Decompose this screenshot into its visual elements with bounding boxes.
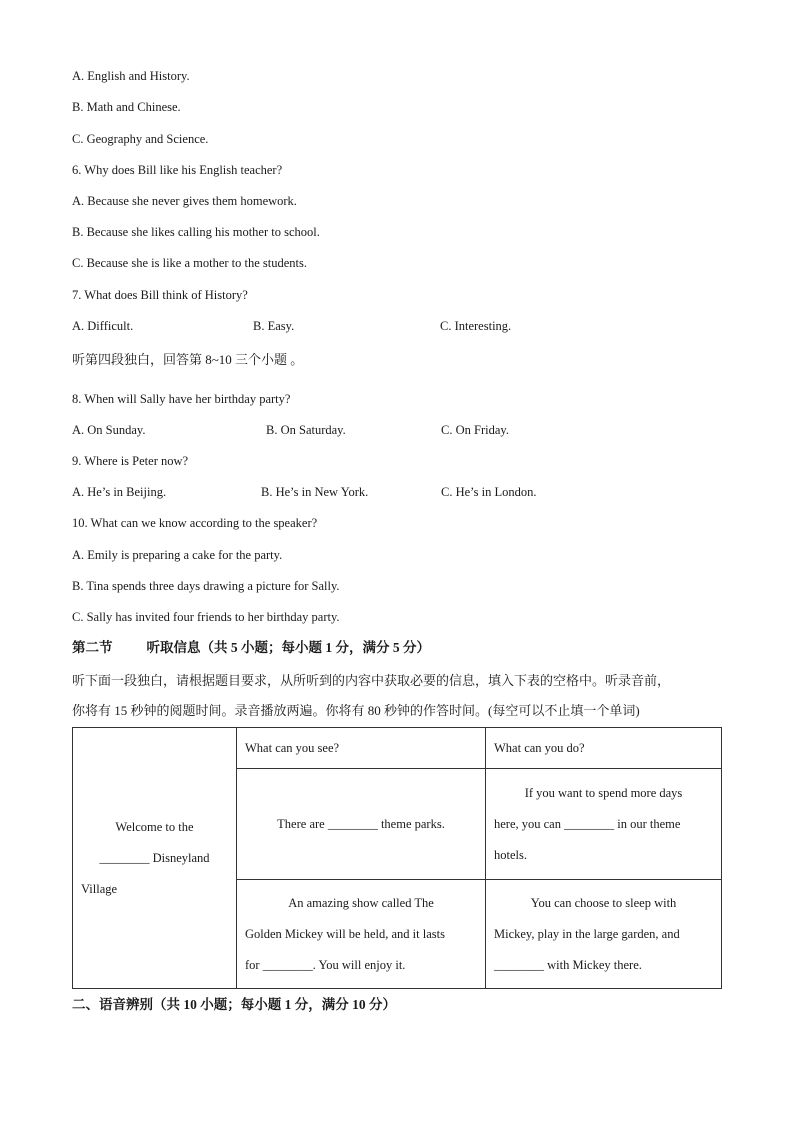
part3-heading: 二、语音辨别（共 10 小题；每小题 1 分，满分 10 分）	[72, 997, 396, 1012]
q8-question: 8. When will Sally have her birthday party?	[72, 392, 291, 406]
r3c3-line3: ________ with Mickey there.	[494, 957, 642, 972]
q6-option-a: A. Because she never gives them homework.	[72, 194, 297, 208]
header-col2: What can you see?	[237, 728, 486, 769]
left-cell-line2: ________ Disneyland	[99, 850, 210, 865]
table-left-cell	[73, 728, 237, 989]
r2c3-line1: If you want to spend more days	[524, 785, 683, 800]
q9-option-c: C. He’s in London.	[441, 485, 537, 499]
q6-option-b: B. Because she likes calling his mother to school.	[72, 225, 320, 239]
left-cell-line3: Village	[81, 881, 118, 896]
part2-heading	[72, 640, 430, 656]
r2c3-line3: hotels.	[494, 847, 527, 862]
q9-option-b: B. He’s in New York.	[261, 485, 369, 499]
r2c3-line2: here, you can ________ in our theme	[494, 816, 681, 831]
left-cell-line1: Welcome to the	[115, 819, 194, 834]
r3c2-line1: An amazing show called The	[288, 895, 434, 910]
q9-option-a: A. He’s in Beijing.	[72, 485, 167, 499]
q10-option-b: B. Tina spends three days drawing a picture for Sally.	[72, 579, 340, 593]
q8-option-a: A. On Sunday.	[72, 423, 146, 437]
q10-option-a: A. Emily is preparing a cake for the party.	[72, 548, 283, 562]
q9-question: 9. Where is Peter now?	[72, 454, 189, 468]
q7-option-b: B. Easy.	[253, 319, 295, 333]
r3c2-cell	[237, 880, 486, 989]
r3c2-line2: Golden Mickey will be held, and it lasts	[245, 926, 445, 941]
r3c3-cell	[486, 880, 722, 989]
part2-section-title: 听取信息（共 5 小题；每小题 1 分，满分 5 分）	[146, 640, 430, 655]
r3c3-line1: You can choose to sleep with	[530, 895, 677, 910]
q7-option-c: C. Interesting.	[440, 319, 512, 333]
q10-question: 10. What can we know according to the speaker?	[72, 516, 318, 530]
info-table	[72, 727, 722, 989]
q8-option-b: B. On Saturday.	[266, 423, 346, 437]
q5-option-b: B. Math and Chinese.	[72, 100, 181, 114]
header-col3: What can you do?	[486, 728, 722, 769]
q8-option-c: C. On Friday.	[441, 423, 509, 437]
r3c2-line3: for ________. You will enjoy it.	[245, 957, 406, 972]
q5-option-a: A. English and History.	[72, 69, 190, 83]
q6-option-c: C. Because she is like a mother to the students.	[72, 256, 308, 270]
part2-instruction-line2: 你将有 15 秒钟的阅题时间。录音播放两遍。你将有 80 秒钟的作答时间。(每空可以不止填一个单词)	[72, 703, 640, 718]
r2c3-cell	[486, 769, 722, 880]
q6-question: 6. Why does Bill like his English teacher?	[72, 163, 283, 177]
q7-question: 7. What does Bill think of History?	[72, 288, 248, 302]
r3c3-line2: Mickey, play in the large garden, and	[494, 926, 680, 941]
part2-instruction-line1: 听下面一段独白，请根据题目要求，从所听到的内容中获取必要的信息，填入下表的空格中。听录音前，	[72, 673, 671, 688]
q5-option-c: C. Geography and Science.	[72, 132, 209, 146]
q7-option-a: A. Difficult.	[72, 319, 134, 333]
q10-option-c: C. Sally has invited four friends to her birthday party.	[72, 610, 340, 624]
r2c2-cell: There are ________ theme parks.	[237, 769, 486, 880]
section4-instruction: 听第四段独白，回答第 8~10 三个小题 。	[72, 352, 304, 367]
part2-section-label: 第二节	[72, 640, 113, 655]
